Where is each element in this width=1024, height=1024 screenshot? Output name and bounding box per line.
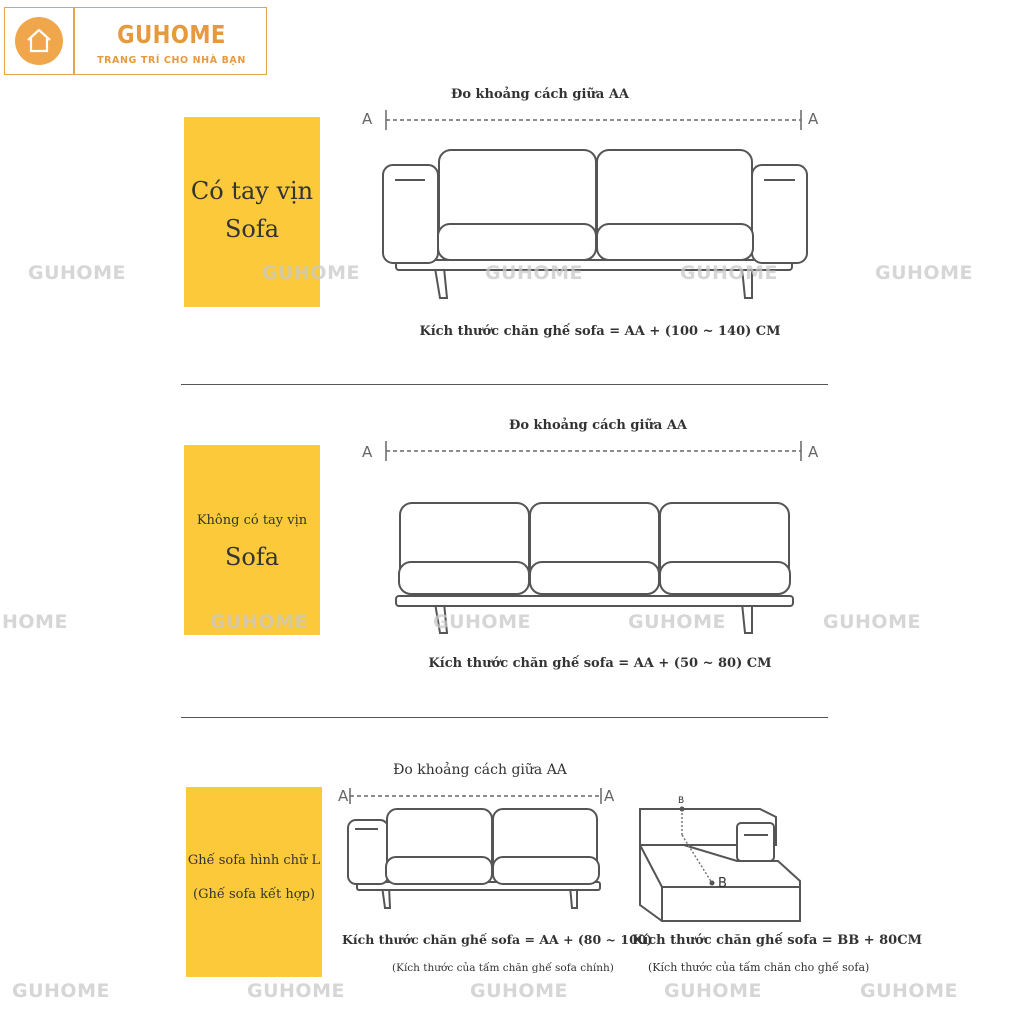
watermark: GUHOME: [680, 262, 778, 284]
watermark: GUHOME: [860, 980, 958, 1002]
marker-b-top: B: [678, 796, 685, 806]
watermark: GUHOME: [433, 611, 531, 633]
note-l-shape-main: (Kích thước của tấm chăn ghế sofa chính): [392, 962, 614, 974]
marker-a-left: A: [362, 443, 373, 461]
dimension-line: [0, 100, 1024, 140]
watermark: GUHOME: [28, 262, 126, 284]
l-shape-chaise-illustration: [0, 795, 1024, 935]
house-icon: [15, 17, 63, 65]
watermark: GUHOME: [470, 980, 568, 1002]
watermark: GUHOME: [247, 980, 345, 1002]
watermark: GUHOME: [12, 980, 110, 1002]
formula-l-shape-main: Kích thước chăn ghế sofa = AA + (80 ~ 100): [342, 932, 653, 947]
marker-b-bottom: B: [718, 876, 727, 891]
label-line1: Có tay vịn: [190, 177, 314, 205]
formula-armrest: Kích thước chăn ghế sofa = AA + (100 ~ 140) CM: [419, 324, 781, 339]
marker-a-right: A: [808, 110, 819, 128]
sofa-with-armrests-illustration: [0, 140, 1024, 340]
watermark: GUHOME: [664, 980, 762, 1002]
brand-tagline: TRANG TRÍ CHO NHÀ BẠN: [97, 55, 246, 66]
formula-l-shape-chaise: Kích thước chăn ghế sofa = BB + 80CM: [632, 933, 922, 948]
section-divider-2: [181, 717, 828, 718]
dimension-line: [0, 431, 1024, 471]
brand-name: GUHOME: [117, 20, 226, 49]
marker-a-right: A: [604, 787, 615, 805]
label-line1: Ghế sofa hình chữ L: [187, 853, 321, 868]
watermark: GUHOME: [628, 611, 726, 633]
watermark: GUHOME: [210, 611, 308, 633]
measure-title: Đo khoảng cách giữa AA: [393, 762, 567, 778]
brand-logo: [4, 7, 267, 75]
marker-a-left: A: [362, 110, 373, 128]
measure-title: Đo khoảng cách giữa AA: [508, 418, 687, 433]
label-line2: Sofa: [224, 215, 280, 243]
watermark-partial: HOME: [2, 611, 68, 633]
label-line2: (Ghế sofa kết hợp): [193, 887, 315, 902]
watermark: GUHOME: [485, 262, 583, 284]
section-divider-1: [181, 384, 828, 385]
marker-a-left: A: [338, 787, 349, 805]
watermark: GUHOME: [875, 262, 973, 284]
formula-no-armrest: Kích thước chăn ghế sofa = AA + (50 ~ 80) CM: [428, 656, 772, 671]
watermark: GUHOME: [262, 262, 360, 284]
measure-title: Đo khoảng cách giữa AA: [450, 87, 629, 102]
note-l-shape-chaise: (Kích thước của tấm chăn cho ghế sofa): [648, 961, 870, 974]
marker-a-right: A: [808, 443, 819, 461]
label-line1: Không có tay vịn: [196, 513, 308, 528]
label-line2: Sofa: [224, 543, 280, 571]
watermark: GUHOME: [823, 611, 921, 633]
